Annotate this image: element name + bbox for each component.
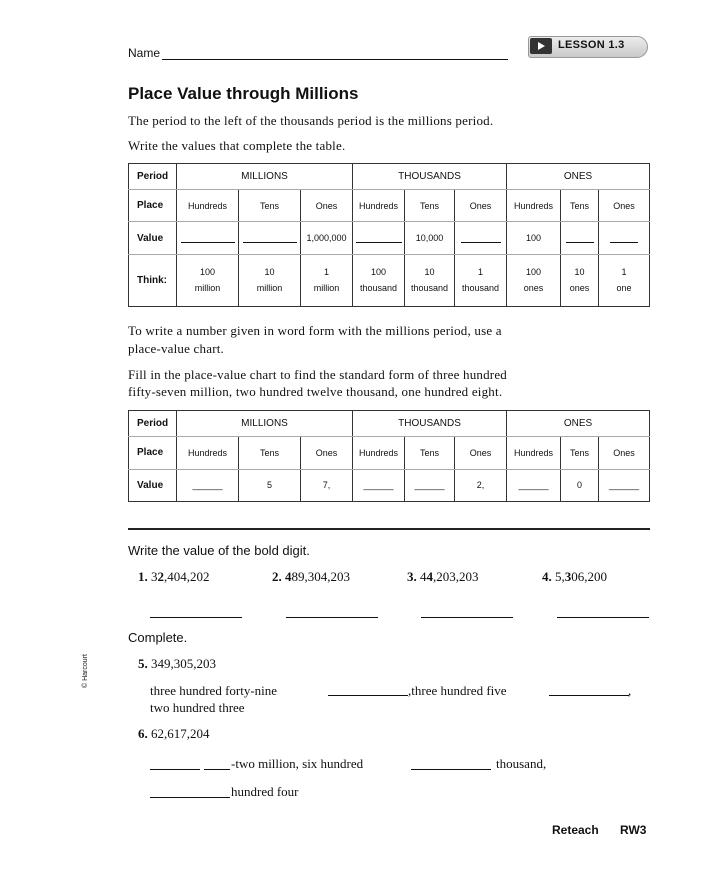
para2-line-4: fifty-seven million, two hundred twelve thousand, one hundred eight. <box>128 384 503 399</box>
place-cell: Hundreds <box>507 437 561 469</box>
place-cell: Ones <box>599 437 650 469</box>
place-cell: Hundreds <box>177 437 239 469</box>
place-cell: Hundreds <box>177 190 239 222</box>
think-cell: 1 one <box>599 254 650 306</box>
place-cell: Ones <box>599 190 650 222</box>
place-cell: Tens <box>239 437 301 469</box>
intro-line-1: The period to the left of the thousands period is the millions period. <box>128 113 494 128</box>
think-cell: 100 million <box>177 254 239 306</box>
value-cell-blank[interactable] <box>239 222 301 254</box>
value-cell: 1,000,000 <box>301 222 353 254</box>
answer-line-3[interactable] <box>421 617 513 618</box>
answer-line-1[interactable] <box>150 617 242 618</box>
problem-5-text-c: , <box>628 683 632 698</box>
place-cell: Ones <box>455 190 507 222</box>
section2-heading: Complete. <box>128 630 188 645</box>
para2-line-1: To write a number given in word form with the millions period, use a <box>128 323 502 338</box>
value-cell: 10,000 <box>405 222 455 254</box>
period-millions: MILLIONS <box>177 411 353 437</box>
problem-4: 4. 5,306,200 <box>542 569 607 584</box>
para2-line-2: place-value chart. <box>128 341 224 356</box>
think-cell: 10 ones <box>561 254 599 306</box>
p5-blank-1[interactable] <box>328 695 408 696</box>
para2-line-3: Fill in the place-value chart to find the standard form of three hundred <box>128 367 507 382</box>
value-cell[interactable]: ______ <box>405 469 455 501</box>
value-cell: 100 <box>507 222 561 254</box>
period-label: Period <box>129 164 177 190</box>
place-cell: Ones <box>301 190 353 222</box>
value-cell-blank[interactable] <box>177 222 239 254</box>
p6-blank-2[interactable] <box>204 769 230 770</box>
place-cell: Tens <box>405 437 455 469</box>
think-cell: 1 thousand <box>455 254 507 306</box>
value-cell-blank[interactable] <box>353 222 405 254</box>
problem-6-text-a: -two million, six hundred <box>231 756 364 771</box>
place-label: Place <box>129 437 177 469</box>
period-label: Period <box>129 411 177 437</box>
section1-heading: Write the value of the bold digit. <box>128 543 310 558</box>
problem-2: 2. 489,304,203 <box>272 569 350 584</box>
place-cell: Ones <box>455 437 507 469</box>
think-cell: 100 ones <box>507 254 561 306</box>
play-arrow-icon-glyph <box>538 42 545 50</box>
value-label: Value <box>129 222 177 254</box>
place-cell: Hundreds <box>507 190 561 222</box>
period-thousands: THOUSANDS <box>353 411 507 437</box>
footer-page: RW3 <box>620 823 647 837</box>
problem-6: 6. 62,617,204 <box>138 726 210 741</box>
lesson-label: LESSON 1.3 <box>558 39 625 51</box>
place-cell: Tens <box>239 190 301 222</box>
think-cell: 10 million <box>239 254 301 306</box>
footer-label: Reteach <box>552 823 599 837</box>
problem-6-text-b: thousand, <box>496 756 547 771</box>
problem-1: 1. 32,404,202 <box>138 569 210 584</box>
name-label: Name <box>128 46 161 60</box>
place-cell: Tens <box>561 437 599 469</box>
period-millions: MILLIONS <box>177 164 353 190</box>
place-label: Place <box>129 190 177 222</box>
answer-line-4[interactable] <box>557 617 649 618</box>
place-value-table-2 <box>128 410 650 502</box>
value-cell[interactable]: ______ <box>599 469 650 501</box>
value-cell-blank[interactable] <box>455 222 507 254</box>
value-cell-blank[interactable] <box>599 222 650 254</box>
value-cell: 5 <box>239 469 301 501</box>
problem-5-text-b: ,three hundred five <box>408 683 507 698</box>
value-label: Value <box>129 469 177 501</box>
value-cell[interactable]: ______ <box>177 469 239 501</box>
value-cell: 7, <box>301 469 353 501</box>
intro-line-2: Write the values that complete the table. <box>128 138 346 153</box>
place-cell: Tens <box>405 190 455 222</box>
p6-blank-1[interactable] <box>150 769 200 770</box>
think-label: Think: <box>129 254 177 306</box>
place-value-table-1 <box>128 163 650 307</box>
problem-5-text-d: two hundred three <box>150 700 245 715</box>
place-cell: Ones <box>301 437 353 469</box>
think-cell: 1 million <box>301 254 353 306</box>
value-cell: 2, <box>455 469 507 501</box>
problem-6-text-c: hundred four <box>231 784 299 799</box>
p6-blank-3[interactable] <box>411 769 491 770</box>
place-cell: Hundreds <box>353 190 405 222</box>
value-cell[interactable]: ______ <box>507 469 561 501</box>
answer-line-2[interactable] <box>286 617 378 618</box>
p5-blank-2[interactable] <box>549 695 629 696</box>
period-ones: ONES <box>507 411 650 437</box>
page-title: Place Value through Millions <box>128 84 359 103</box>
value-cell[interactable]: ______ <box>353 469 405 501</box>
copyright-note: © Harcourt <box>82 654 89 688</box>
value-cell-blank[interactable] <box>561 222 599 254</box>
think-cell: 100 thousand <box>353 254 405 306</box>
problem-3: 3. 44,203,203 <box>407 569 479 584</box>
problem-5: 5. 349,305,203 <box>138 656 216 671</box>
think-cell: 10 thousand <box>405 254 455 306</box>
value-cell: 0 <box>561 469 599 501</box>
p6-blank-4[interactable] <box>150 797 230 798</box>
period-thousands: THOUSANDS <box>353 164 507 190</box>
name-field[interactable] <box>162 59 508 60</box>
period-ones: ONES <box>507 164 650 190</box>
place-cell: Tens <box>561 190 599 222</box>
section-divider <box>128 528 650 530</box>
place-cell: Hundreds <box>353 437 405 469</box>
problem-5-text-a: three hundred forty-nine <box>150 683 278 698</box>
